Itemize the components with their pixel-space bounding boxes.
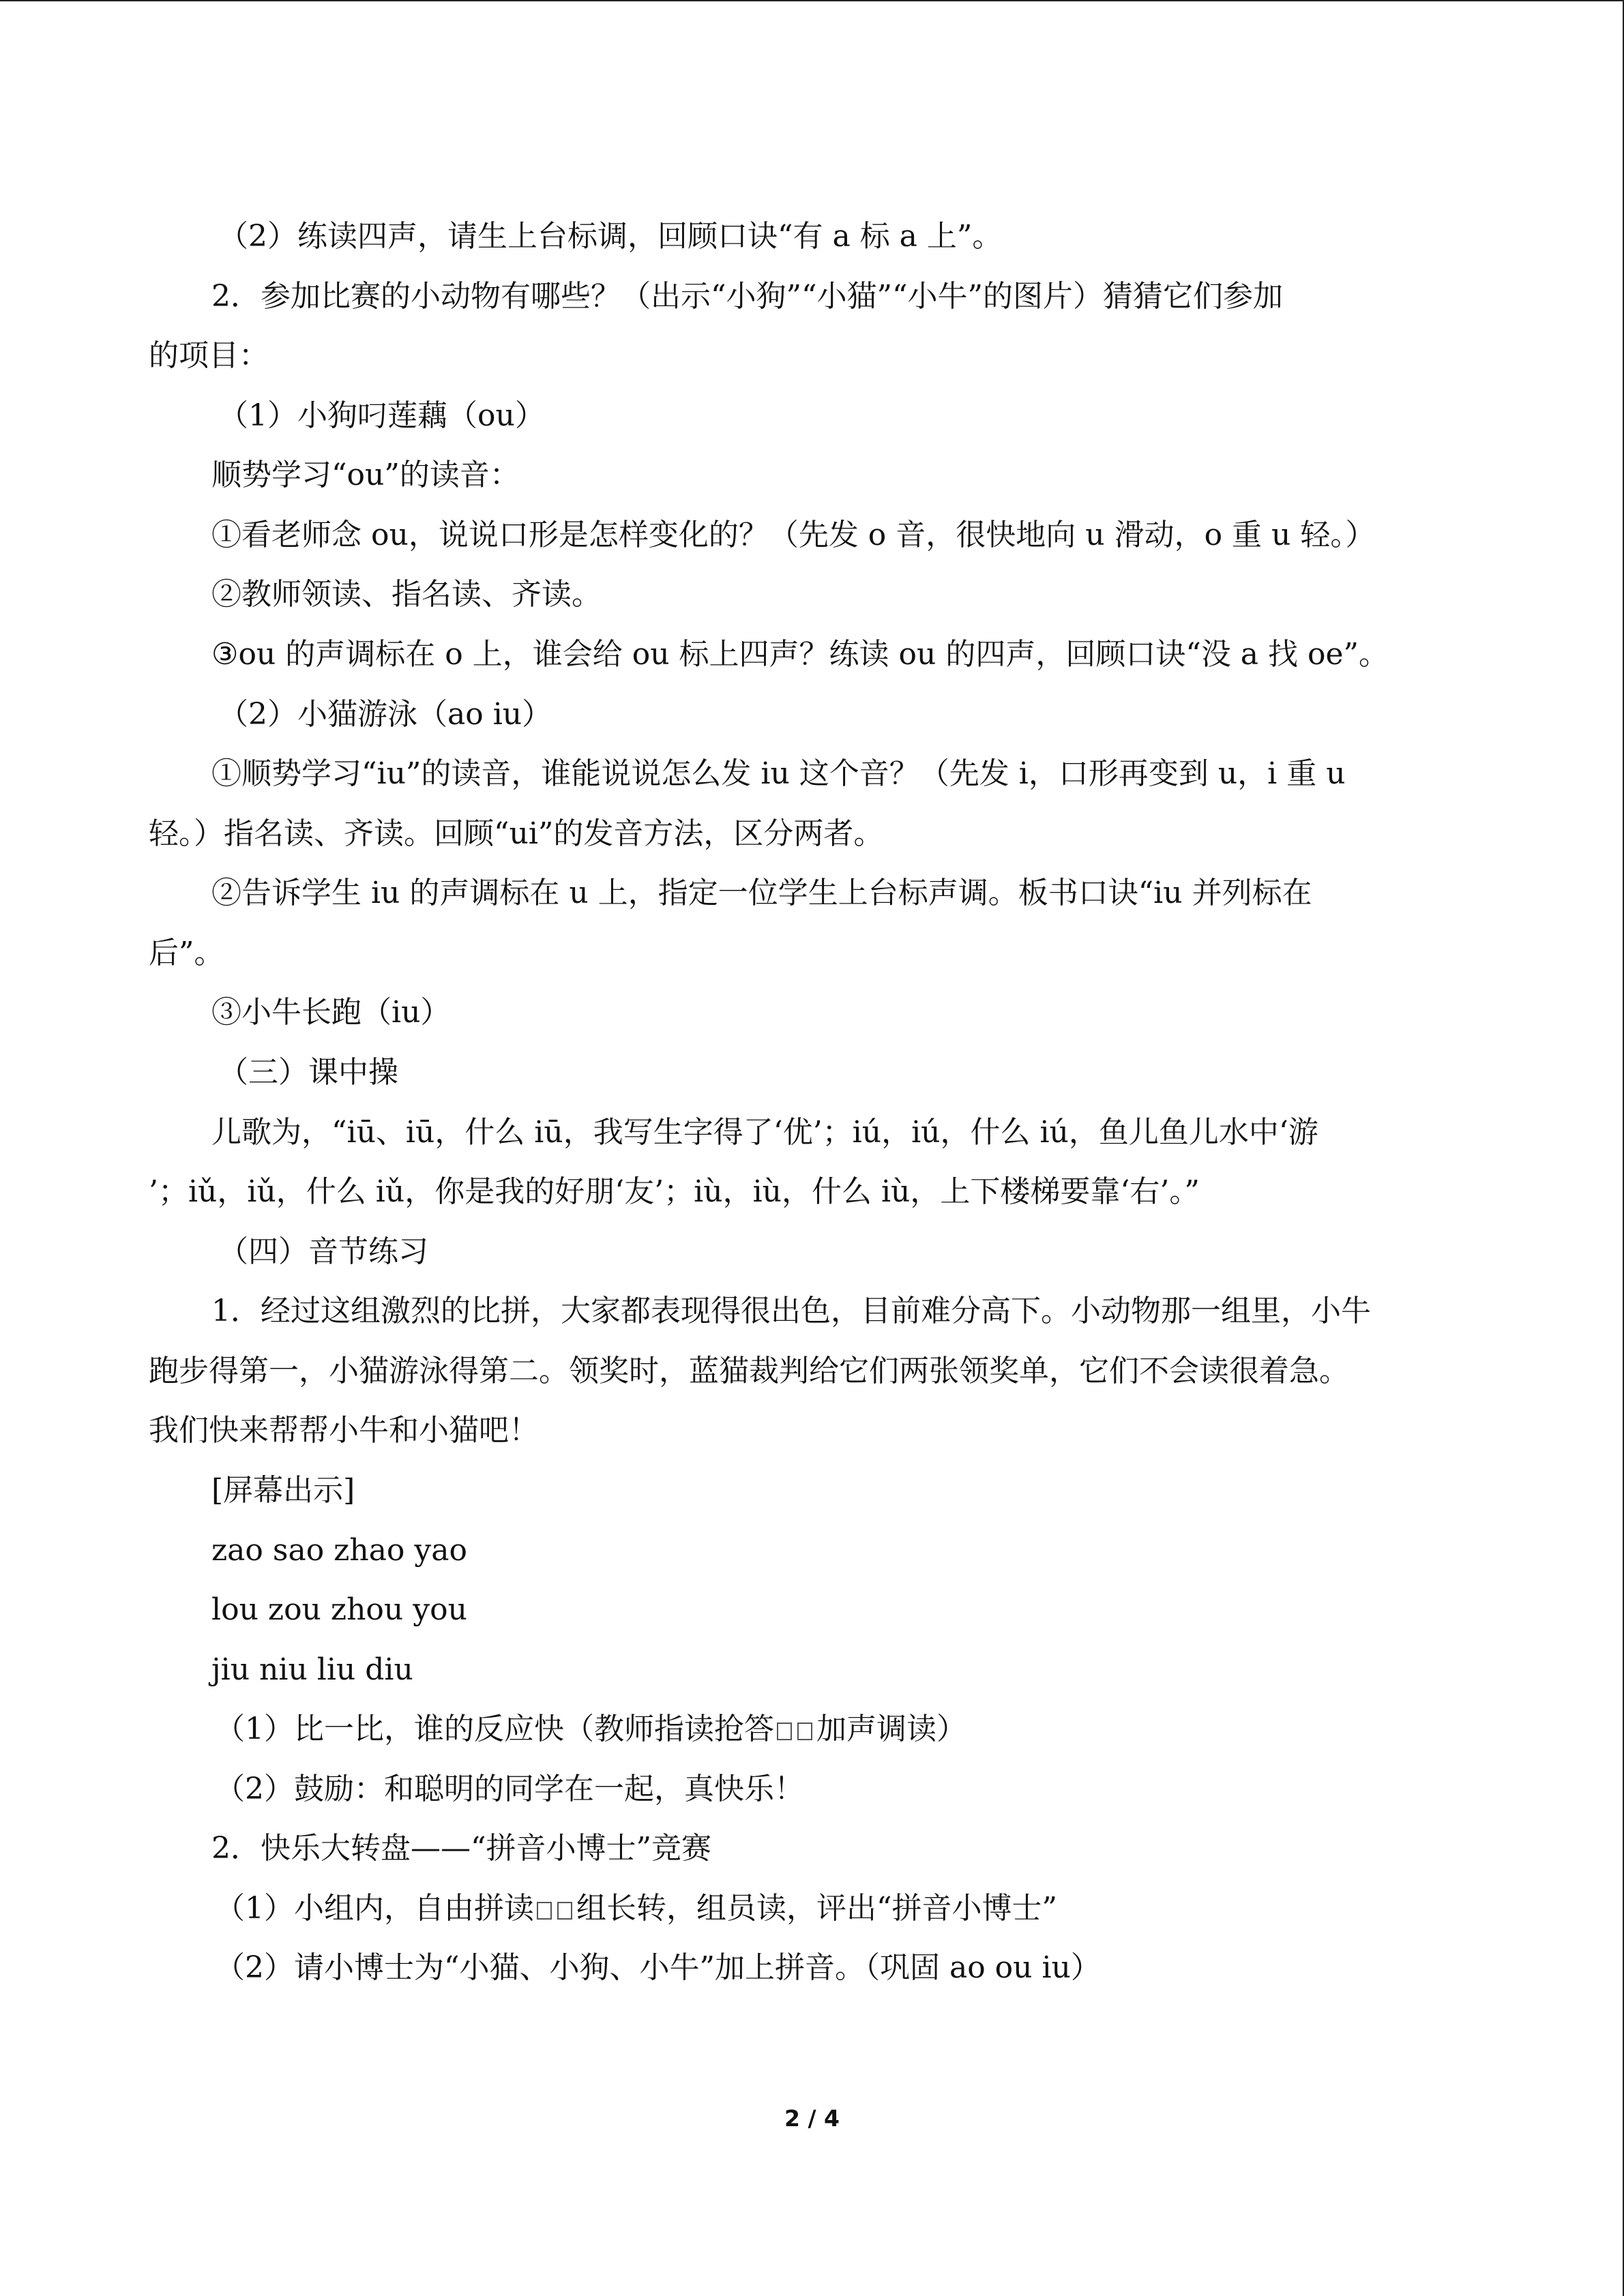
paragraph-line: ②教师领读、指名读、齐读。: [211, 577, 602, 612]
paragraph-line: ①顺势学习“iu”的读音，谁能说说怎么发 iu 这个音？（先发 i，口形再变到 u，i 重 u: [211, 756, 1346, 791]
paragraph-line: ①看老师念 ou，说说口形是怎样变化的？（先发 o 音，很快地向 u 滑动，o 重 u 轻。）: [211, 518, 1376, 552]
paragraph-line: 轻。）指名读、齐读。回顾“ui”的发音方法，区分两者。: [149, 816, 884, 851]
paragraph-line: （2）小猫游泳（ao iu）: [218, 697, 552, 732]
paragraph-line: 后”。: [149, 936, 224, 970]
section-heading: （三）课中操: [218, 1055, 398, 1090]
paragraph-line: [0, 1881, 1624, 1936]
paragraph-line: （2）请小博士为“小猫、小狗、小牛”加上拼音。（巩固 ao ou iu）: [215, 1950, 1101, 1985]
page-number: 2 / 4: [784, 2105, 840, 2132]
line-text-before: （1）比一比，谁的反应快（教师指读抢答: [215, 1712, 774, 1746]
paragraph-line: 的项目：: [149, 338, 269, 373]
placeholder-box-icon: [557, 1902, 572, 1920]
paragraph-line: （1）小狗叼莲藕（ou）: [218, 398, 545, 433]
pinyin-line: lou zou zhou you: [211, 1592, 467, 1627]
paragraph-line: 2．参加比赛的小动物有哪些？（出示“小狗”“小猫”“小牛”的图片）猜猜它们参加: [211, 279, 1283, 314]
paragraph-line: ②告诉学生 iu 的声调标在 u 上，指定一位学生上台标声调。板书口诀“iu 并列标在: [211, 876, 1312, 910]
line-text-after: 加声调读）: [816, 1712, 966, 1746]
paragraph-line: 顺势学习“ou”的读音：: [211, 458, 520, 492]
placeholder-box-icon: [777, 1723, 792, 1740]
paragraph-line: [0, 1702, 1624, 1757]
paragraph-line: （2）练读四声，请生上台标调，回顾口诀“有 a 标 a 上”。: [218, 219, 1003, 254]
paragraph-line: 我们快来帮帮小牛和小猫吧！: [149, 1413, 539, 1448]
pinyin-line: zao sao zhao yao: [211, 1533, 467, 1568]
paragraph-line: ③小牛长跑（iu）: [211, 995, 451, 1030]
paragraph-line: （2）鼓励：和聪明的同学在一起，真快乐！: [215, 1772, 804, 1806]
placeholder-box-icon: [537, 1902, 552, 1920]
paragraph-line: [屏幕出示]: [211, 1473, 355, 1508]
paragraph-line: 儿歌为，“iū、iū，什么 iū，我写生字得了‘优’；iú，iú，什么 iú，鱼儿鱼儿水中‘游: [211, 1115, 1318, 1150]
placeholder-box-icon: [797, 1723, 812, 1740]
paragraph-line: 跑步得第一，小猫游泳得第二。领奖时，蓝猫裁判给它们两张领奖单，它们不会读很着急。: [149, 1354, 1349, 1388]
pinyin-line: jiu niu liu diu: [211, 1652, 413, 1687]
paragraph-line: 2．快乐大转盘——“拼音小博士”竞赛: [211, 1831, 711, 1866]
paragraph-line: 1．经过这组激烈的比拼，大家都表现得很出色，目前难分高下。小动物那一组里，小牛: [211, 1294, 1371, 1328]
paragraph-line: ③ou 的声调标在 o 上，谁会给 ou 标上四声？练读 ou 的四声，回顾口诀“没 a 找 oe”。: [211, 637, 1389, 672]
line-text-after: 组长转，组员读，评出“拼音小博士”: [576, 1891, 1057, 1926]
paragraph-line: ’；iǔ，iǔ，什么 iǔ，你是我的好朋‘友’；iù，iù，什么 iù，上下楼梯要靠‘右’。”: [149, 1174, 1200, 1209]
section-heading: （四）音节练习: [218, 1234, 428, 1269]
line-text-before: （1）小组内，自由拼读: [215, 1891, 534, 1926]
